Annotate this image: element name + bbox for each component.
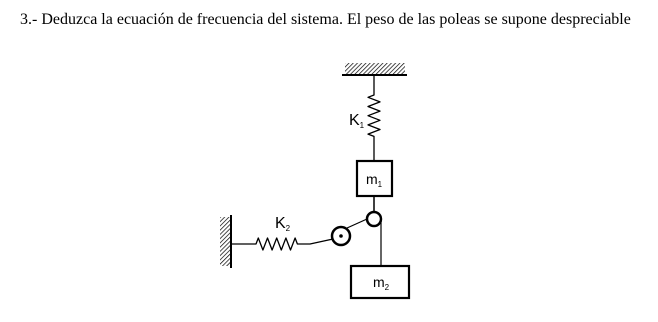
- mass-m1-label: $m_1$: [366, 171, 383, 189]
- moving-pulley: [367, 212, 381, 226]
- spring-k1-label: K1: [349, 112, 365, 130]
- ceiling-support: [342, 63, 407, 75]
- fixed-pulley: [332, 227, 350, 245]
- mass-m2-label: $m_2$: [373, 274, 390, 292]
- left-wall: [220, 215, 231, 268]
- spring-k2-label: K2: [275, 215, 291, 233]
- spring-k1: [368, 75, 380, 161]
- problem-statement: 3.- Deduzca la ecuación de frecuencia del sistema. El peso de las poleas se supone despreciable: [20, 11, 631, 28]
- cable-between-pulleys: [347, 219, 367, 228]
- spring-k2: [231, 238, 333, 250]
